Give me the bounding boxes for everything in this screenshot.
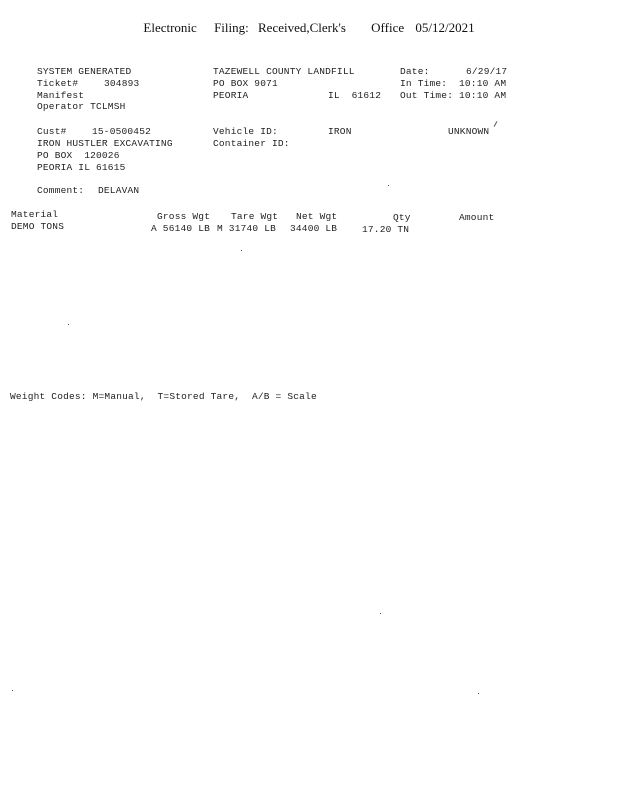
col-header-gross: Gross Wgt [157, 211, 211, 222]
system-generated-label: SYSTEM GENERATED [37, 66, 132, 77]
stamp-date: 05/12/2021 [415, 20, 475, 35]
comment-value: DELAVAN [98, 185, 140, 196]
in-time: In Time: 10:10 AM [400, 78, 507, 89]
scan-speck [388, 185, 389, 186]
vehicle-id-label: Vehicle ID: [213, 126, 278, 137]
cust-number: 15-0500452 [92, 126, 152, 137]
date-label: Date: [400, 66, 430, 77]
scan-speck [12, 690, 13, 691]
facility-city: PEORIA [213, 90, 249, 101]
stamp-word-filing: Filing: [214, 20, 249, 35]
row-net: 34400 LB [290, 223, 338, 234]
customer-city: PEORIA IL 61615 [37, 162, 126, 173]
electronic-filing-stamp [0, 20, 618, 36]
comment-label: Comment: [37, 185, 85, 196]
row-qty: 17.20 TN [362, 224, 410, 235]
weight-codes-legend: Weight Codes: M=Manual, T=Stored Tare, A/B = Scale [10, 391, 317, 402]
col-header-tare: Tare Wgt [231, 211, 279, 222]
out-time: Out Time: 10:10 AM [400, 90, 507, 101]
facility-name: TAZEWELL COUNTY LANDFILL [213, 66, 355, 77]
operator-label: Operator TCLMSH [37, 101, 126, 112]
customer-name: IRON HUSTLER EXCAVATING [37, 138, 173, 149]
row-tare: M 31740 LB [217, 223, 277, 234]
cust-label: Cust# [37, 126, 67, 137]
container-id-label: Container ID: [213, 138, 290, 149]
scan-speck [68, 324, 69, 325]
col-header-material: Material [11, 209, 59, 220]
stamp-word-electronic: Electronic [143, 20, 197, 35]
stamp-word-office: Office [371, 20, 405, 35]
date-value: 6/29/17 [466, 66, 508, 77]
pen-tick-mark [494, 121, 498, 127]
customer-po-box: PO BOX 120026 [37, 150, 120, 161]
facility-state-zip: IL 61612 [328, 90, 382, 101]
scan-speck [380, 613, 381, 614]
ticket-label: Ticket# [37, 78, 79, 89]
stamp-word-received: Received,Clerk's [258, 20, 346, 35]
vehicle-id-value: IRON [328, 126, 352, 137]
row-material: DEMO TONS [11, 221, 65, 232]
manifest-label: Manifest [37, 90, 85, 101]
col-header-qty: Qty [393, 212, 411, 223]
row-gross: A 56140 LB [151, 223, 211, 234]
col-header-amount: Amount [459, 212, 495, 223]
ticket-number: 304893 [104, 78, 140, 89]
scan-speck [478, 693, 479, 694]
scan-speck [241, 250, 242, 251]
facility-po-box: PO BOX 9071 [213, 78, 278, 89]
col-header-net: Net Wgt [296, 211, 338, 222]
unknown-label: UNKNOWN [448, 126, 490, 137]
